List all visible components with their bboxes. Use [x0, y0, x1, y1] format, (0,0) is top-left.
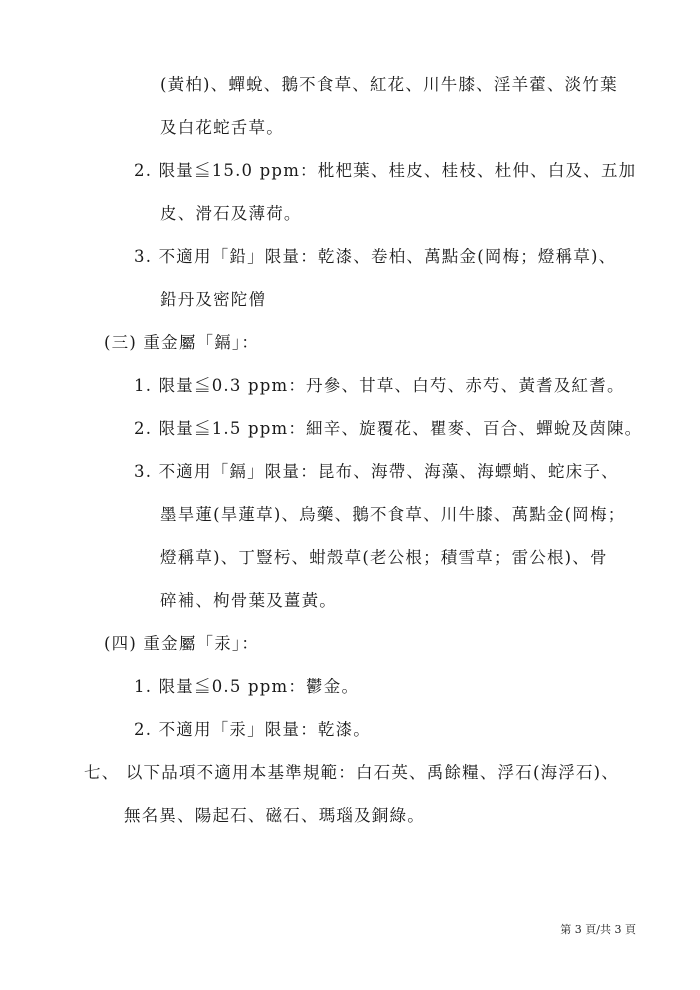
- page-number: 第 3 頁/共 3 頁: [560, 923, 636, 936]
- text-line: 及白花蛇舌草。: [160, 118, 284, 137]
- section-heading: 七、 以下品項不適用本基準規範：白石英、禹餘糧、浮石(海浮石)、: [84, 763, 620, 782]
- list-item: 2. 限量≦1.5 ppm：細辛、旋覆花、瞿麥、百合、蟬蛻及茵陳。: [134, 419, 643, 438]
- text-line: 碎補、枸骨葉及薑黃。: [160, 591, 337, 610]
- text-line: (黃柏)、蟬蛻、鵝不食草、紅花、川牛膝、淫羊藿、淡竹葉: [160, 75, 618, 94]
- text-line: 皮、滑石及薄荷。: [160, 204, 302, 223]
- section-heading: (四) 重金屬「汞」：: [104, 634, 260, 653]
- list-item: 1. 限量≦0.3 ppm：丹參、甘草、白芍、赤芍、黃耆及紅耆。: [134, 376, 625, 395]
- list-item: 1. 限量≦0.5 ppm：鬱金。: [134, 677, 360, 696]
- text-line: 墨旱蓮(旱蓮草)、烏藥、鵝不食草、川牛膝、萬點金(岡梅；: [160, 505, 626, 524]
- list-item: 3. 不適用「鉛」限量：乾漆、卷柏、萬點金(岡梅；燈稱草)、: [134, 247, 617, 266]
- list-item: 2. 不適用「汞」限量：乾漆。: [134, 720, 371, 739]
- text-line: 鉛丹及密陀僧: [160, 290, 267, 309]
- text-line: 無名異、陽起石、磁石、瑪瑙及銅綠。: [124, 806, 425, 825]
- text-line: 燈稱草)、丁豎杇、蚶殼草(老公根；積雪草；雷公根)、骨: [160, 548, 608, 567]
- section-heading: (三) 重金屬「鎘」：: [104, 333, 260, 352]
- list-item: 2. 限量≦15.0 ppm：枇杷葉、桂皮、桂枝、杜仲、白及、五加: [134, 161, 637, 180]
- list-item: 3. 不適用「鎘」限量：昆布、海帶、海藻、海螵蛸、蛇床子、: [134, 462, 619, 481]
